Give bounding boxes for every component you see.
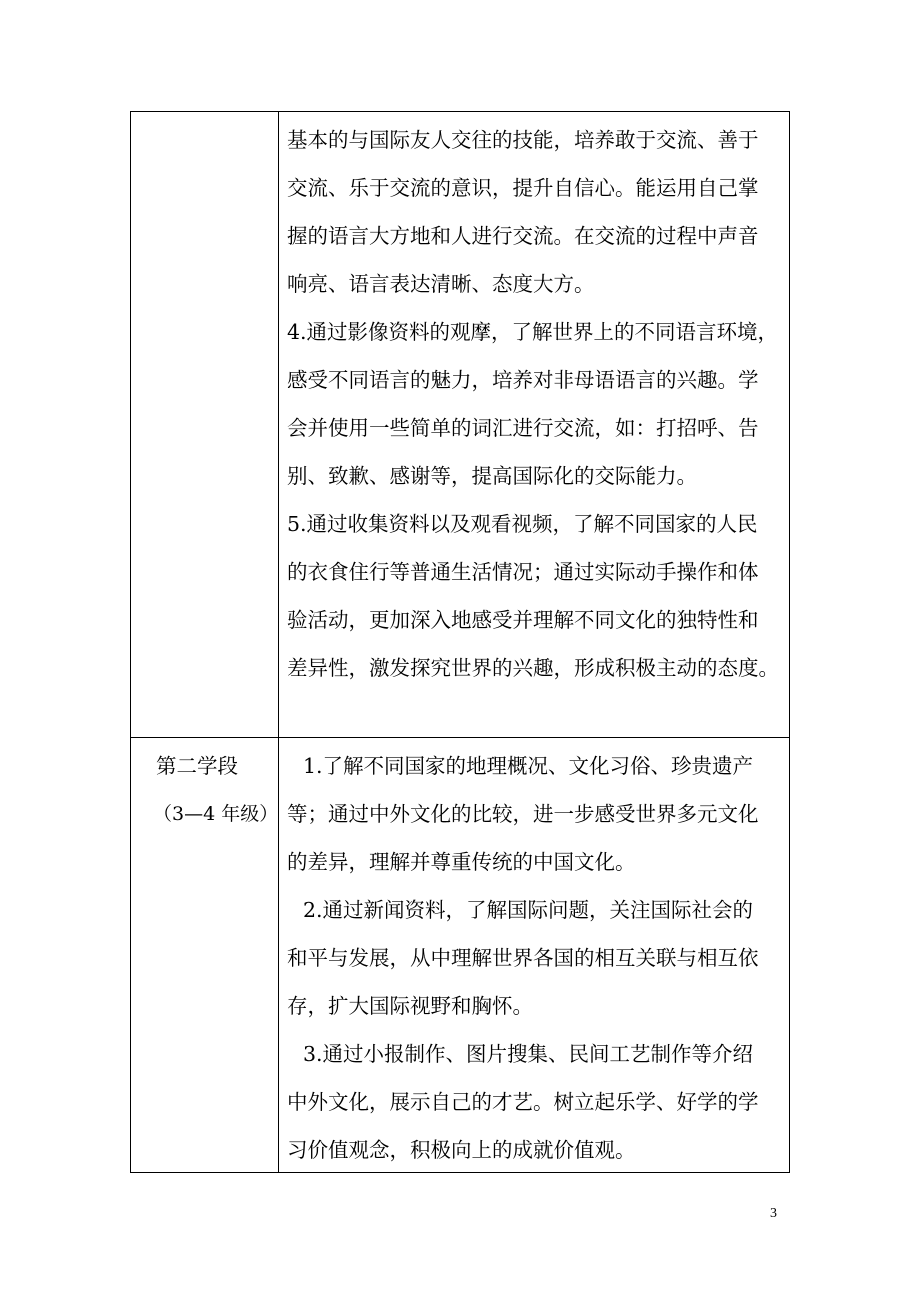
text-line: 握的语言大方地和人进行交流。在交流的过程中声音 [287, 224, 759, 248]
table-right-border [789, 111, 790, 1173]
text-line: 1.了解不同国家的地理概况、文化习俗、珍贵遗产 [303, 754, 754, 778]
text-line: 差异性，激发探究世界的兴趣，形成积极主动的态度。 [287, 656, 779, 680]
text-line: 验活动，更加深入地感受并理解不同文化的独特性和 [287, 608, 759, 632]
text-line: 2.通过新闻资料，了解国际问题，关注国际社会的 [303, 898, 754, 922]
stage-cell [131, 742, 277, 838]
text-line: 4.通过影像资料的观摩，了解世界上的不同语言环境， [287, 320, 779, 344]
page-number: 3 [770, 1206, 777, 1221]
text-line: 响亮、语言表达清晰、态度大方。 [287, 272, 595, 296]
text-line: 3.通过小报制作、图片搜集、民间工艺制作等介绍 [303, 1042, 754, 1066]
text-line: 中外文化，展示自己的才艺。树立起乐学、好学的学 [287, 1090, 759, 1114]
text-line: 基本的与国际友人交往的技能，培养敢于交流、善于 [287, 128, 759, 152]
table-left-border [130, 111, 131, 1173]
text-line: 5.通过收集资料以及观看视频，了解不同国家的人民 [287, 512, 758, 536]
text-line: 的衣食住行等普通生活情况；通过实际动手操作和体 [287, 560, 759, 584]
row1-content [287, 116, 779, 692]
row-divider [130, 737, 790, 738]
text-line: 存，扩大国际视野和胸怀。 [287, 994, 533, 1018]
table-top-border [130, 111, 790, 112]
text-line: 交流、乐于交流的意识，提升自信心。能运用自己掌 [287, 176, 759, 200]
text-line: 和平与发展，从中理解世界各国的相互关联与相互依 [287, 946, 759, 970]
text-line: 感受不同语言的魅力，培养对非母语语言的兴趣。学 [287, 368, 759, 392]
row2-content [287, 742, 759, 1174]
text-line: 等；通过中外文化的比较，进一步感受世界多元文化 [287, 802, 759, 826]
stage-grade: （3—4 年级） [153, 803, 279, 825]
column-divider [278, 111, 279, 1173]
text-line: 习价值观念，积极向上的成就价值观。 [287, 1138, 636, 1162]
text-line: 别、致歉、感谢等，提高国际化的交际能力。 [287, 464, 697, 488]
text-line: 会并使用一些简单的词汇进行交流，如：打招呼、告 [287, 416, 759, 440]
stage-title: 第二学段 [156, 754, 238, 778]
text-line: 的差异，理解并尊重传统的中国文化。 [287, 850, 636, 874]
